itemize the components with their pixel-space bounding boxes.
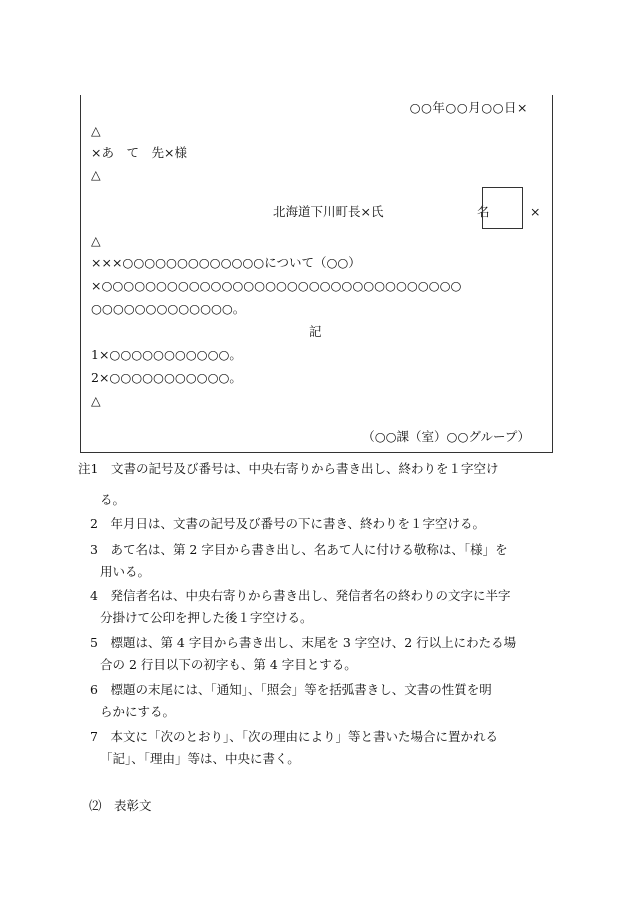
note-line: 「記」、「理由」等は、中央に書く。 [100, 751, 300, 766]
note-line: 3 あて名は、第 2 字目から書き出し、名あて人に付ける敬称は、「様」を [90, 542, 508, 557]
section-title: ⑵ 表彰文 [89, 798, 152, 813]
letter-date: ○○年○○月○○日× [409, 100, 528, 115]
addressee: ×あ て 先×様 [91, 145, 187, 160]
blank-line-marker: △ [91, 233, 101, 248]
ki-heading: 記 [309, 324, 322, 339]
note-line: る。 [100, 492, 126, 507]
note-line: 4 発信者名は、中央右寄りから書き出し、発信者名の終わりの文字に半字 [90, 588, 511, 603]
official-seal-box [482, 187, 523, 229]
blank-line-marker: △ [91, 167, 101, 182]
sender-name: 北海道下川町長×氏 [273, 204, 384, 219]
seal-trailing-space: × [530, 204, 541, 219]
note-line: 合の 2 行目以下の初字も、第 4 字目とする。 [100, 657, 357, 672]
note-line: 分掛けて公印を押した後１字空ける。 [100, 610, 313, 625]
note-line: 6 標題の末尾には、「通知」、「照会」等を括弧書きし、文書の性質を明 [90, 682, 492, 697]
list-item: 2×○○○○○○○○○○○。 [91, 370, 242, 385]
note-line: 用いる。 [100, 564, 151, 579]
note-line: らかにする。 [100, 704, 176, 719]
contact-department: （○○課（室）○○グループ） [362, 429, 530, 444]
letter-subject: ×××○○○○○○○○○○○○○について（○○） [91, 255, 361, 270]
note-line: 注1 文書の記号及び番号は、中央右寄りから書き出し、終わりを１字空け [78, 461, 499, 476]
note-line: 7 本文に「次のとおり」、「次の理由により」等と書いた場合に置かれる [90, 729, 498, 744]
note-line: 5 標題は、第 4 字目から書き出し、末尾を 3 字空け、2 行以上にわたる場 [90, 635, 517, 650]
seal-label: 名 [477, 204, 490, 219]
letter-template-frame [80, 95, 553, 453]
blank-line-marker: △ [91, 393, 101, 408]
list-item: 1×○○○○○○○○○○○。 [91, 347, 242, 362]
letter-body-line: ○○○○○○○○○○○○○。 [91, 301, 246, 316]
note-line: 2 年月日は、文書の記号及び番号の下に書き、終わりを１字空ける。 [90, 516, 485, 531]
blank-line-marker: △ [91, 123, 101, 138]
letter-body-line: ×○○○○○○○○○○○○○○○○○○○○○○○○○○○○○○○○○ [91, 278, 462, 293]
